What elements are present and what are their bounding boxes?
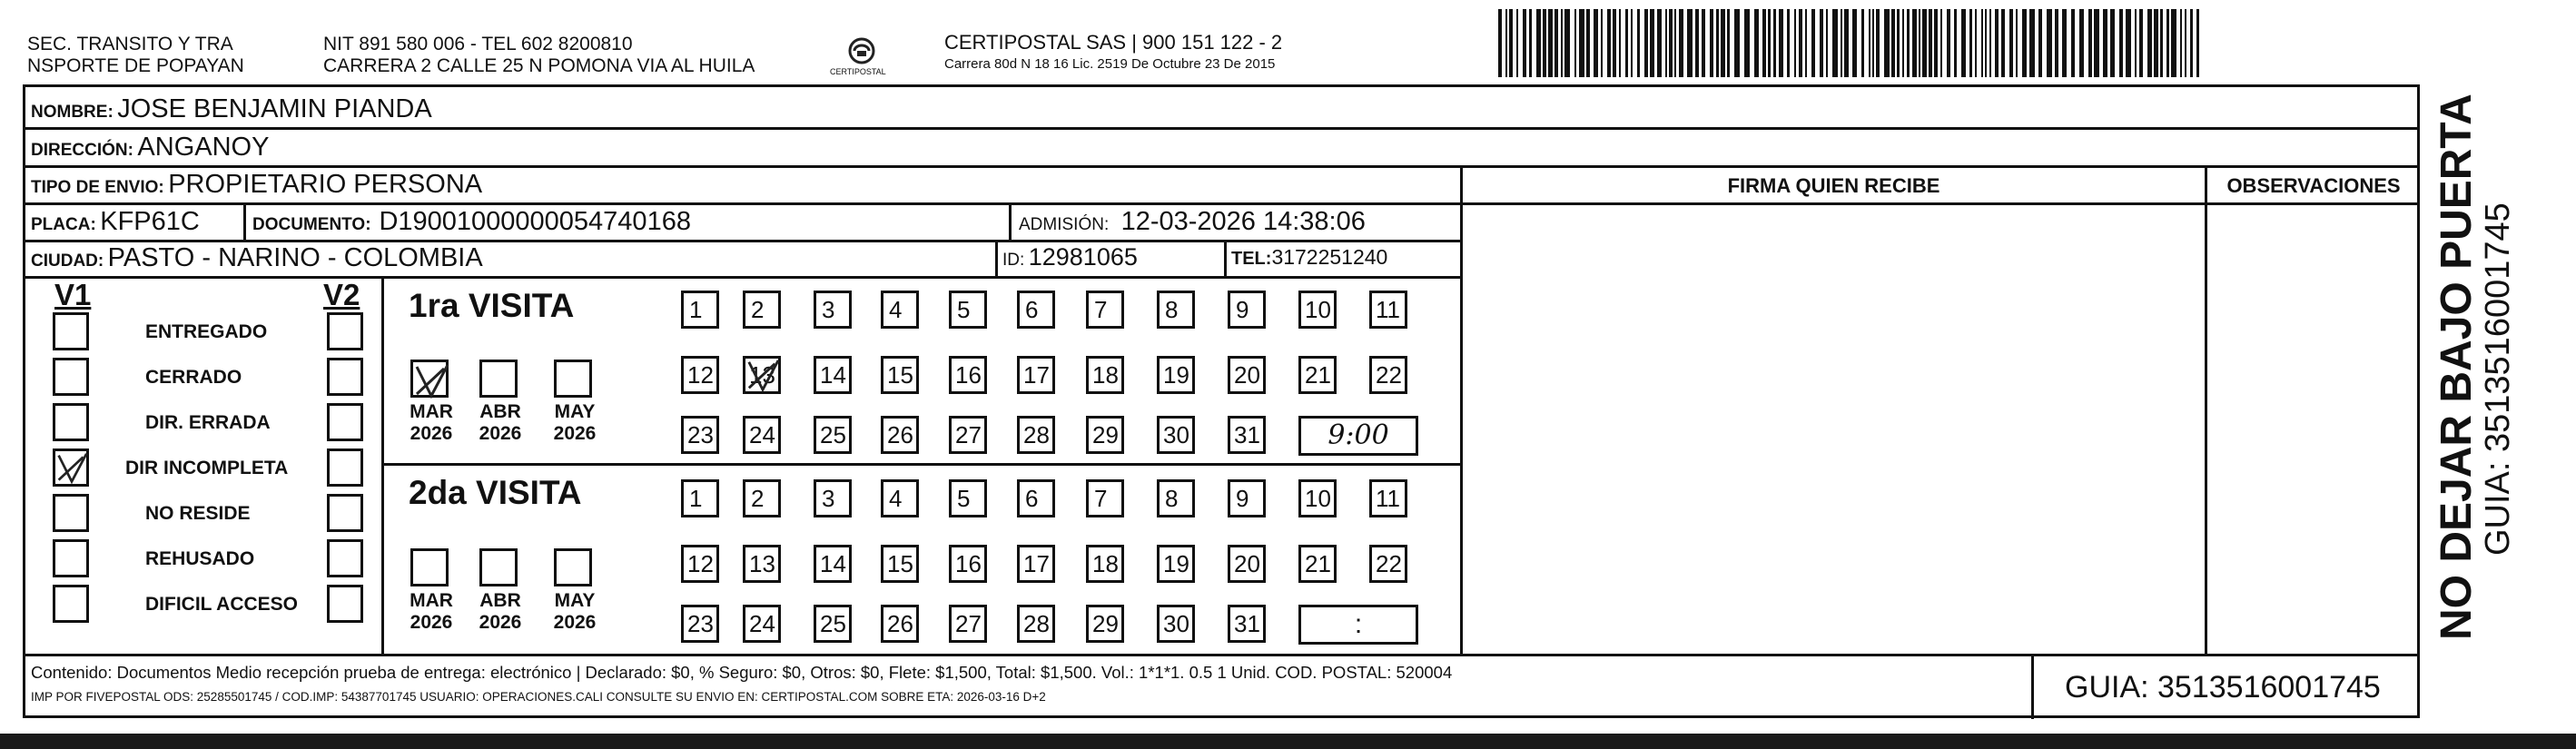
day-7[interactable]	[1086, 479, 1124, 517]
day-number: 16	[955, 550, 982, 577]
month-checkbox-abr[interactable]	[479, 360, 518, 398]
day-17[interactable]	[1017, 356, 1055, 394]
day-9[interactable]	[1228, 479, 1266, 517]
day-number: 25	[820, 610, 846, 637]
month-label	[470, 590, 530, 634]
v1-checkbox[interactable]	[53, 358, 89, 396]
barcode	[1498, 9, 2199, 77]
day-2[interactable]	[743, 479, 781, 517]
day-25[interactable]	[814, 416, 852, 454]
handwritten-time: 9:00	[1327, 419, 1389, 451]
day-number: 10	[1305, 296, 1331, 323]
address-line: CARRERA 2 CALLE 25 N POMONA VIA AL HUILA	[323, 55, 755, 76]
day-14[interactable]	[814, 356, 852, 394]
day-13[interactable]	[743, 545, 781, 583]
month-name: MAY	[554, 590, 596, 611]
day-number: 30	[1163, 610, 1189, 637]
tel-row	[1231, 245, 1387, 270]
day-19[interactable]	[1157, 356, 1195, 394]
time-box[interactable]	[1298, 416, 1418, 456]
day-21[interactable]	[1298, 545, 1337, 583]
day-26[interactable]	[881, 605, 919, 643]
footer-guia: GUIA: 3513516001745	[2065, 670, 2381, 705]
id-label: ID:	[1002, 251, 1025, 270]
v2-checkbox[interactable]	[327, 448, 363, 487]
day-number: 5	[957, 485, 971, 512]
month-checkbox-mar[interactable]	[410, 548, 449, 586]
day-18[interactable]	[1086, 545, 1124, 583]
day-9[interactable]	[1228, 291, 1266, 329]
day-1[interactable]	[681, 291, 719, 329]
month-label	[401, 590, 461, 634]
day-number: 31	[1234, 610, 1260, 637]
month-label	[545, 401, 605, 445]
direccion-value: ANGANOY	[137, 133, 270, 162]
documento-value: D19001000000054740168	[379, 207, 691, 236]
day-number: 1	[689, 485, 703, 512]
admision-label: ADMISIÓN:	[1019, 215, 1110, 234]
day-11[interactable]	[1369, 291, 1407, 329]
v2-checkbox[interactable]	[327, 403, 363, 441]
day-number: 12	[687, 361, 714, 389]
day-number: 10	[1305, 485, 1331, 512]
day-number: 19	[1163, 550, 1189, 577]
placa-value: KFP61C	[100, 207, 200, 236]
day-number: 9	[1236, 485, 1249, 512]
admision-row	[1019, 207, 1366, 237]
day-number: 3	[822, 296, 835, 323]
day-number: 16	[955, 361, 982, 389]
v2-checkbox[interactable]	[327, 312, 363, 350]
v2-header: V2	[323, 278, 360, 311]
tipo-value: PROPIETARIO PERSONA	[168, 170, 483, 199]
day-6[interactable]	[1017, 479, 1055, 517]
id-value: 12981065	[1028, 243, 1138, 271]
day-27[interactable]	[949, 416, 987, 454]
day-22[interactable]	[1369, 545, 1407, 583]
day-number: 24	[749, 421, 775, 448]
documento-row	[252, 207, 691, 237]
day-number: 31	[1234, 421, 1260, 448]
status-label: CERRADO	[145, 367, 242, 388]
month-checkbox-may[interactable]	[554, 360, 592, 398]
day-number: 8	[1165, 485, 1179, 512]
day-28[interactable]	[1017, 416, 1055, 454]
day-17[interactable]	[1017, 545, 1055, 583]
day-number: 24	[749, 610, 775, 637]
day-number: 17	[1023, 550, 1050, 577]
placa-label: PLACA:	[31, 215, 96, 234]
day-number: 14	[820, 550, 846, 577]
check-mark-icon	[55, 451, 88, 486]
status-label: DIR INCOMPLETA	[125, 458, 289, 478]
firma-header: FIRMA QUIEN RECIBE	[1727, 174, 1940, 197]
status-label: NO RESIDE	[145, 503, 251, 524]
day-8[interactable]	[1157, 479, 1195, 517]
no-dejar-bajo-puerta: NO DEJAR BAJO PUERTA	[2433, 94, 2481, 640]
nombre-label: NOMBRE:	[31, 103, 114, 122]
day-number: 19	[1163, 361, 1189, 389]
day-12[interactable]	[681, 545, 719, 583]
second-visit-title: 2da VISITA	[409, 474, 582, 511]
month-label	[545, 590, 605, 634]
day-3[interactable]	[814, 291, 852, 329]
observaciones-header: OBSERVACIONES	[2226, 174, 2401, 197]
day-number: 22	[1376, 361, 1402, 389]
v1-checkbox[interactable]	[53, 403, 89, 441]
day-number: 3	[822, 485, 835, 512]
day-31[interactable]	[1228, 605, 1266, 643]
day-22[interactable]	[1369, 356, 1407, 394]
day-number: 15	[887, 361, 913, 389]
day-19[interactable]	[1157, 545, 1195, 583]
day-10[interactable]	[1298, 291, 1337, 329]
day-7[interactable]	[1086, 291, 1124, 329]
day-23[interactable]	[681, 416, 719, 454]
day-number: 2	[751, 296, 765, 323]
day-4[interactable]	[881, 291, 919, 329]
logo-text: CERTIPOSTAL	[830, 67, 886, 76]
day-21[interactable]	[1298, 356, 1337, 394]
day-12[interactable]	[681, 356, 719, 394]
day-number: 7	[1094, 296, 1108, 323]
day-20[interactable]	[1228, 356, 1266, 394]
direccion-row	[31, 133, 269, 163]
day-number: 29	[1092, 610, 1119, 637]
status-label: ENTREGADO	[145, 321, 268, 342]
day-number: 28	[1023, 421, 1050, 448]
v1-checkbox[interactable]	[53, 585, 89, 623]
day-1[interactable]	[681, 479, 719, 517]
time-box[interactable]	[1298, 605, 1418, 645]
v2-checkbox[interactable]	[327, 358, 363, 396]
license-line: Carrera 80d N 18 16 Lic. 2519 De Octubre 23 De 2015	[944, 56, 1276, 72]
direccion-label: DIRECCIÓN:	[31, 141, 133, 160]
day-30[interactable]	[1157, 416, 1195, 454]
issuer-line-2: NSPORTE DE POPAYAN	[27, 55, 244, 76]
v1-checkbox[interactable]	[53, 312, 89, 350]
day-number: 18	[1092, 550, 1119, 577]
day-24[interactable]	[743, 416, 781, 454]
month-year: 2026	[479, 612, 522, 633]
status-label: DIR. ERRADA	[145, 412, 271, 433]
day-number: 9	[1236, 296, 1249, 323]
day-13[interactable]	[743, 356, 781, 394]
check-mark-icon	[413, 362, 449, 400]
day-18[interactable]	[1086, 356, 1124, 394]
day-number: 4	[889, 485, 903, 512]
month-year: 2026	[553, 423, 597, 444]
day-24[interactable]	[743, 605, 781, 643]
day-number: 12	[687, 550, 714, 577]
v2-checkbox[interactable]	[327, 585, 363, 623]
first-visit-title: 1ra VISITA	[409, 287, 575, 324]
month-year: 2026	[553, 612, 597, 633]
day-number: 15	[887, 550, 913, 577]
month-checkbox-abr[interactable]	[479, 548, 518, 586]
v1-checkbox[interactable]	[53, 539, 89, 577]
day-number: 23	[687, 610, 714, 637]
v1-header: V1	[54, 278, 92, 311]
day-number: 5	[957, 296, 971, 323]
admision-value: 12-03-2026 14:38:06	[1120, 207, 1366, 236]
day-5[interactable]	[949, 291, 987, 329]
month-year: 2026	[410, 612, 453, 633]
day-10[interactable]	[1298, 479, 1337, 517]
placa-row	[31, 207, 200, 237]
day-26[interactable]	[881, 416, 919, 454]
month-label	[470, 401, 530, 445]
day-16[interactable]	[949, 545, 987, 583]
ciudad-value: PASTO - NARINO - COLOMBIA	[107, 243, 483, 272]
day-number: 6	[1025, 296, 1039, 323]
day-number: 7	[1094, 485, 1108, 512]
nombre-row	[31, 94, 432, 124]
cross-mark-icon	[745, 359, 780, 393]
day-number: 27	[955, 421, 982, 448]
month-checkbox-mar[interactable]	[410, 360, 449, 398]
month-name: MAR	[410, 401, 453, 422]
footer-imp: IMP POR FIVEPOSTAL ODS: 25285501745 / COD.IMP: 54387701745 USUARIO: OPERACIONES.CALI CONSULTE SU ENVIO EN: CERTIPOSTAL.COM SOBRE ETA: 2026-03-16 D+2	[31, 690, 1046, 704]
day-29[interactable]	[1086, 605, 1124, 643]
v1-checkbox[interactable]	[53, 494, 89, 532]
day-16[interactable]	[949, 356, 987, 394]
day-27[interactable]	[949, 605, 987, 643]
day-number: 20	[1234, 361, 1260, 389]
day-number: 21	[1305, 550, 1331, 577]
month-name: MAY	[554, 401, 596, 422]
day-20[interactable]	[1228, 545, 1266, 583]
month-year: 2026	[410, 423, 453, 444]
day-15[interactable]	[881, 356, 919, 394]
v2-checkbox[interactable]	[327, 494, 363, 532]
day-number: 26	[887, 610, 913, 637]
nit-line: NIT 891 580 006 - TEL 602 8200810	[323, 34, 633, 54]
day-25[interactable]	[814, 605, 852, 643]
day-11[interactable]	[1369, 479, 1407, 517]
day-23[interactable]	[681, 605, 719, 643]
day-number: 27	[955, 610, 982, 637]
day-number: 13	[749, 550, 775, 577]
tipo-label: TIPO DE ENVIO:	[31, 178, 164, 197]
tel-value: 3172251240	[1271, 245, 1388, 269]
day-4[interactable]	[881, 479, 919, 517]
certipostal-logo	[830, 34, 886, 80]
month-name: MAR	[410, 590, 453, 611]
side-guia: GUIA: 3513516001745	[2479, 202, 2517, 556]
tel-label: TEL:	[1231, 249, 1272, 269]
day-number: 8	[1165, 296, 1179, 323]
day-number: 1	[689, 296, 703, 323]
day-number: 29	[1092, 421, 1119, 448]
day-number: 4	[889, 296, 903, 323]
nombre-value: JOSE BENJAMIN PIANDA	[117, 94, 432, 123]
v2-checkbox[interactable]	[327, 539, 363, 577]
month-checkbox-may[interactable]	[554, 548, 592, 586]
day-6[interactable]	[1017, 291, 1055, 329]
day-number: 18	[1092, 361, 1119, 389]
day-number: 13	[749, 361, 775, 389]
day-number: 21	[1305, 361, 1331, 389]
month-label	[401, 401, 461, 445]
day-number: 14	[820, 361, 846, 389]
ciudad-row	[31, 243, 483, 273]
day-number: 26	[887, 421, 913, 448]
footer-contenido: Contenido: Documentos Medio recepción prueba de entrega: electrónico | Declarado: $0, % Seguro: $0, Otros: $0, Flete: $1,500, Total: $1,500. Vol.: 1*1*1. 0.5 1 Unid. COD. POSTAL: 520004	[31, 663, 1453, 682]
day-30[interactable]	[1157, 605, 1195, 643]
day-number: 28	[1023, 610, 1050, 637]
day-5[interactable]	[949, 479, 987, 517]
tipo-row	[31, 170, 482, 200]
day-number: 23	[687, 421, 714, 448]
ciudad-label: CIUDAD:	[31, 251, 104, 271]
day-2[interactable]	[743, 291, 781, 329]
status-label: DIFICIL ACCESO	[145, 594, 299, 615]
issuer-line-1: SEC. TRANSITO Y TRA	[27, 34, 233, 54]
day-number: 11	[1376, 485, 1400, 512]
day-8[interactable]	[1157, 291, 1195, 329]
time-placeholder: :	[1354, 609, 1363, 639]
month-year: 2026	[479, 423, 522, 444]
month-name: ABR	[479, 401, 521, 422]
day-15[interactable]	[881, 545, 919, 583]
day-number: 17	[1023, 361, 1050, 389]
month-name: ABR	[479, 590, 521, 611]
id-row	[1002, 243, 1138, 271]
company-line: CERTIPOSTAL SAS | 900 151 122 - 2	[944, 31, 1283, 54]
day-number: 25	[820, 421, 846, 448]
day-number: 2	[751, 485, 765, 512]
day-number: 6	[1025, 485, 1039, 512]
v1-checkbox[interactable]	[53, 448, 89, 487]
day-number: 22	[1376, 550, 1402, 577]
status-label: REHUSADO	[145, 548, 255, 569]
day-29[interactable]	[1086, 416, 1124, 454]
documento-label: DOCUMENTO:	[252, 215, 371, 234]
day-14[interactable]	[814, 545, 852, 583]
day-31[interactable]	[1228, 416, 1266, 454]
bottom-edge	[0, 734, 2576, 749]
day-number: 11	[1376, 296, 1400, 323]
day-28[interactable]	[1017, 605, 1055, 643]
day-3[interactable]	[814, 479, 852, 517]
day-number: 30	[1163, 421, 1189, 448]
day-number: 20	[1234, 550, 1260, 577]
